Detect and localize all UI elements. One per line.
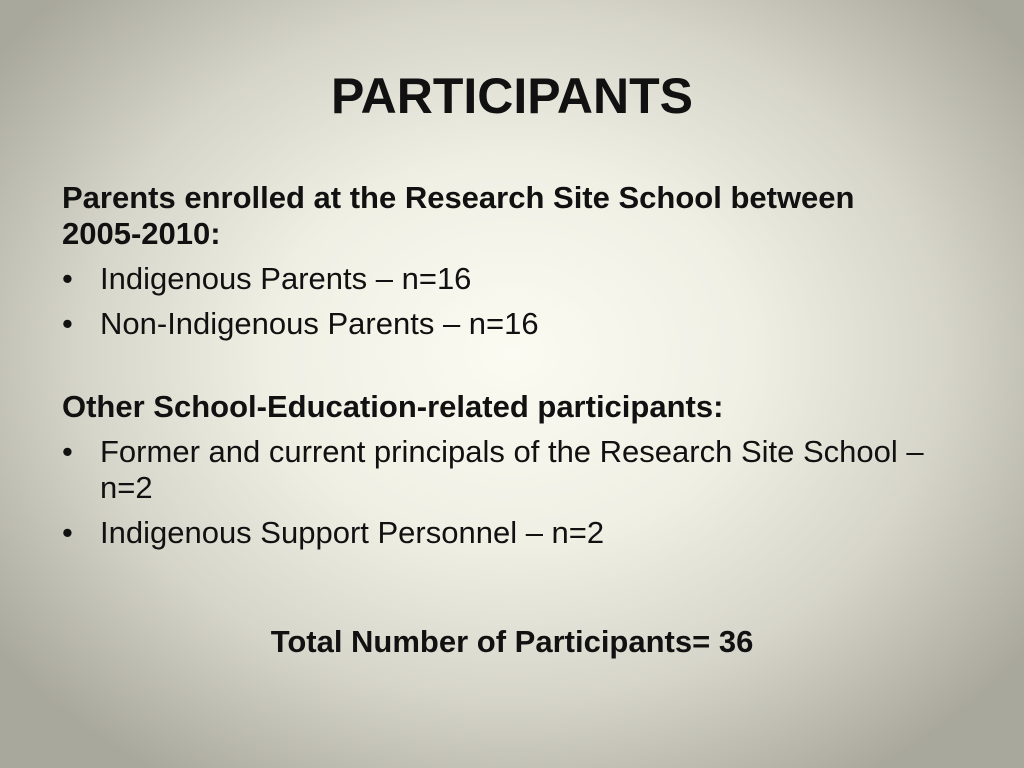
section-other-participants xyxy=(62,389,942,551)
bullet-item xyxy=(62,434,942,506)
bullet-glyph: • xyxy=(62,306,73,341)
bullet-glyph: • xyxy=(62,515,73,550)
bullet-text: Former and current principals of the Research Site School – n=2 xyxy=(100,434,924,505)
slide-title: PARTICIPANTS xyxy=(330,68,694,124)
total-participants: Total Number of Participants= 36 xyxy=(270,624,754,659)
section-heading-parents: Parents enrolled at the Research Site School between 2005-2010: xyxy=(62,180,855,251)
bullet-glyph: • xyxy=(62,261,73,296)
bullet-text: Indigenous Parents – n=16 xyxy=(100,261,472,296)
bullet-item xyxy=(62,306,942,342)
bullet-glyph: • xyxy=(62,434,73,469)
bullet-text: Indigenous Support Personnel – n=2 xyxy=(100,515,605,550)
bullet-item xyxy=(62,261,942,297)
slide-content xyxy=(62,180,942,551)
section-heading-other: Other School-Education-related participants: xyxy=(62,389,724,424)
bullet-text: Non-Indigenous Parents – n=16 xyxy=(100,306,539,341)
section-parents xyxy=(62,180,942,342)
bullet-list-other xyxy=(62,434,942,551)
bullet-list-parents xyxy=(62,261,942,342)
bullet-item xyxy=(62,515,942,551)
